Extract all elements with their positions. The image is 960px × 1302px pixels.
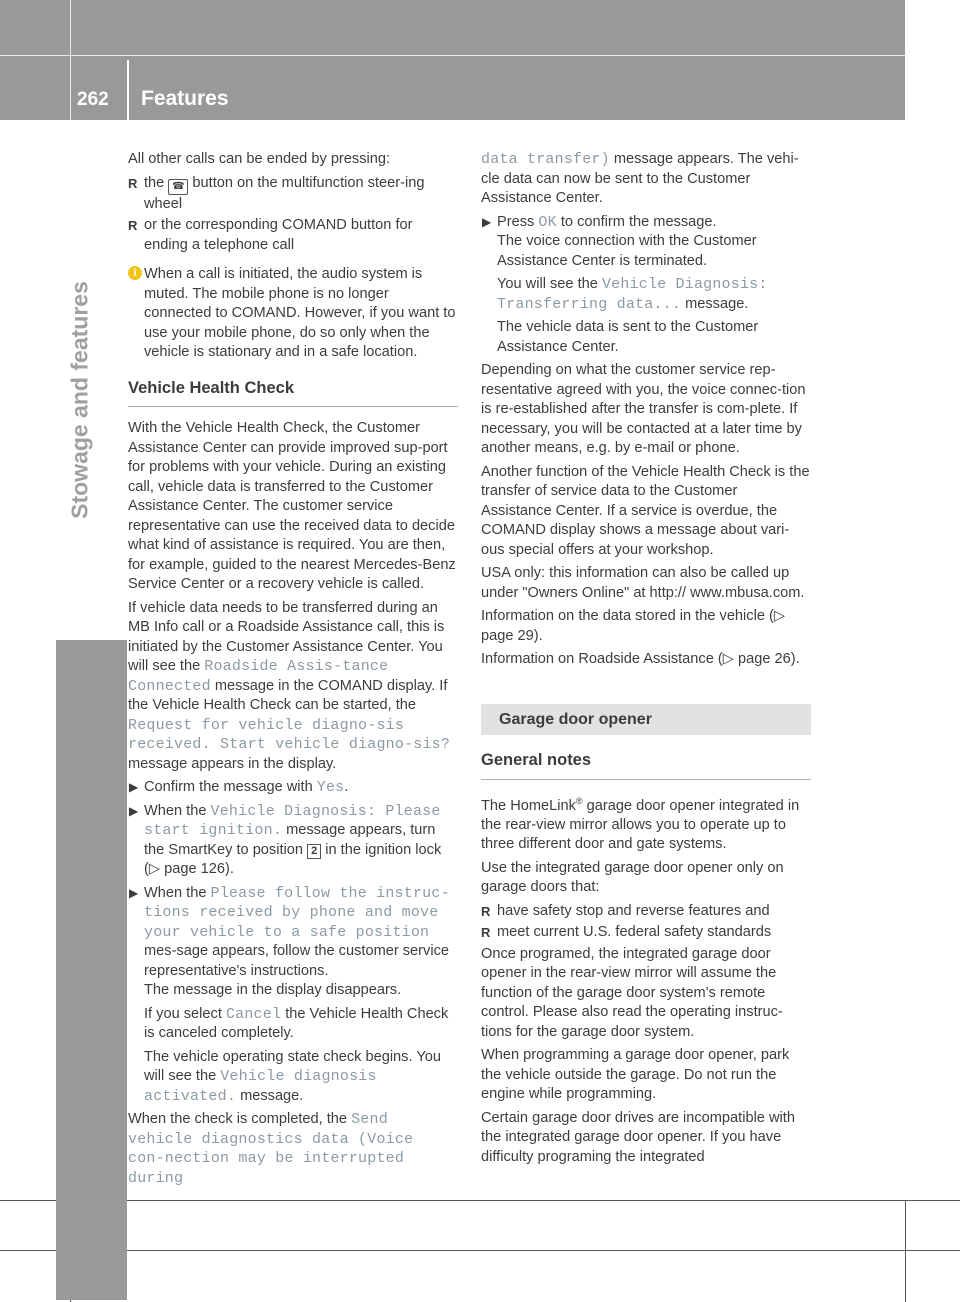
list-item: R or the corresponding COMAND button for ending a telephone call (128, 216, 458, 255)
step-item: ▶ Confirm the message with Yes. (129, 779, 349, 796)
step-detail: The vehicle data is sent to the Customer Assistance Center. (497, 319, 759, 355)
paragraph: The HomeLink® garage door opener integrated in the rear-view mirror allows you to operate up to three different door and gate systems. (481, 795, 800, 853)
phone-hangup-icon: ☎ (168, 179, 188, 195)
step-detail: You will see the Vehicle Diagnosis: Transferring data... message. (497, 276, 768, 313)
step-detail: The vehicle operating state check begins. You will see the Vehicle diagnosis activated. message. (144, 1048, 441, 1105)
paragraph: Depending on what the customer service rep-resentative agreed with you, the voice connec-tion is re-established after the transfer is com-plete. If necessary, you will be contacted at a later time by another means, e.g. by e-mail or phone. (481, 362, 806, 456)
paragraph: When programming a garage door opener, park the vehicle outside the garage. Do not run the engine while programming. (481, 1047, 790, 1103)
step-item: ▶ When the Vehicle Diagnosis: Please start ignition. message appears, turn the SmartKey to position 2 in the ignition lock (▷ page 126). (129, 802, 442, 877)
paragraph: If vehicle data needs to be transferred during an MB Info call or a Roadside Assistance call, this is initiated by the Customer Assistance Center. You will see the Roadside Assis‐tance Connected message in the COMAND display. If the Vehicle Health Check can be started, the Request for vehicle diagno‐sis received. Start vehicle diagno‐sis? message appears in the display. (128, 599, 451, 772)
arrow-marker-icon: ▶ (129, 803, 139, 818)
arrow-marker-icon: ▶ (482, 214, 492, 229)
paragraph: Certain garage door drives are incompatible with the integrated garage door opener. If you have difficulty programing the integrated (481, 1109, 795, 1165)
list-item: R have safety stop and reverse features and (481, 902, 811, 922)
crop-mark (0, 55, 905, 56)
intro-text: All other calls can be ended by pressing: (128, 151, 391, 167)
crop-mark (70, 0, 71, 120)
step-item: ▶ Press OK to confirm the message. The voice connection with the Customer Assistance Center is terminated. (482, 213, 757, 269)
header-separator (127, 60, 129, 120)
left-column (128, 150, 458, 1192)
section-heading: Vehicle Health Check (128, 379, 458, 408)
info-icon: i (128, 266, 142, 280)
crop-mark (905, 1200, 906, 1302)
page-number: 262 (77, 89, 109, 110)
crop-mark (0, 1250, 960, 1251)
page-title: Features (141, 87, 229, 110)
paragraph: Information on the data stored in the vehicle (▷ page 29). (481, 608, 786, 644)
paragraph: Once programed, the integrated garage door opener in the rear-view mirror will assume the function of the garage door system's remote control. Please also read the operating instruc-tions for the garage door system. (481, 945, 783, 1040)
paragraph: Use the integrated garage door opener only on garage doors that: (481, 859, 784, 896)
step-detail: If you select Cancel the Vehicle Health Check is canceled completely. (144, 1005, 449, 1041)
paragraph: data transfer) message appears. The vehi-cle data can now be sent to the Customer Assistance Center. (481, 151, 799, 206)
crop-mark (0, 1200, 960, 1201)
list-item: R the ☎ button on the multifunction steer-ing wheel (128, 174, 458, 215)
arrow-marker-icon: ▶ (129, 780, 139, 794)
paragraph: Another function of the Vehicle Health Check is the transfer of service data to the Customer Assistance Center. If a service is overdue, the COMAND display shows a message about vari-ous special offers at your workshop. (481, 463, 810, 558)
arrow-marker-icon: ▶ (129, 885, 139, 900)
list-item: R meet current U.S. federal safety standards (481, 923, 811, 943)
step-item: ▶ When the Please follow the instruc‐tions received by phone and move your vehicle to a safe position mes-sage appears, follow the customer service representative's instructions. The message in the display disappears. (129, 884, 450, 998)
position-key: 2 (307, 844, 321, 859)
side-tab-block (56, 640, 127, 1300)
paragraph: With the Vehicle Health Check, the Customer Assistance Center can provide improved sup-port for problems with your vehicle. During an existing call, vehicle data is transferred to the Customer Assistance Center. The customer service representative can use the received data to decide what kind of assistance is required. You are then, for example, guided to the nearest Mercedes-Benz Service Center or a recovery vehicle is called. (128, 420, 456, 592)
section-heading: General notes (481, 751, 811, 780)
page-header (0, 0, 905, 120)
paragraph: USA only: this information can also be called up under "Owners Online" at http:// www.mbusa.com. (481, 565, 805, 601)
paragraph: When the check is completed, the Send vehicle diagnostics data (Voice con‐nection may be interrupted during (128, 1111, 414, 1187)
section-title: Garage door opener (481, 704, 811, 736)
paragraph: Information on Roadside Assistance (▷ page 26). (481, 651, 800, 667)
right-column (481, 150, 811, 1171)
info-note: i When a call is initiated, the audio system is muted. The mobile phone is no longer connected to COMAND. However, if you want to use your mobile phone, do so only when the vehicle is stationary and in a safe location. (128, 265, 458, 363)
